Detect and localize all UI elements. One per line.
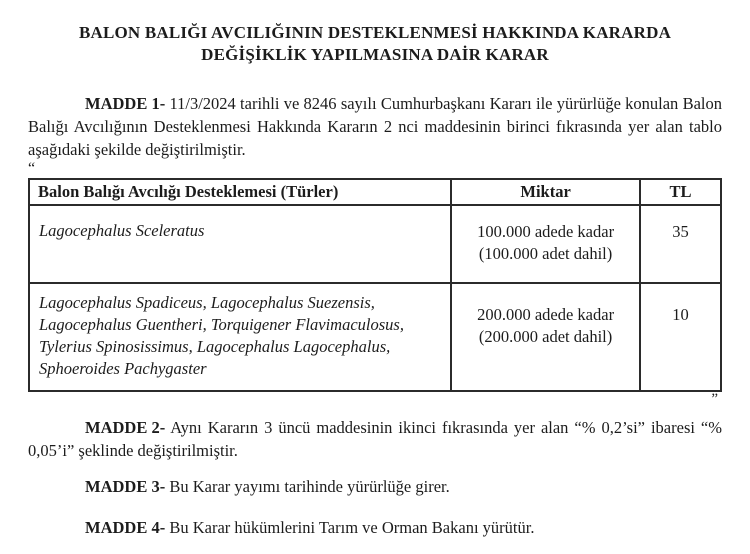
header-tl: TL	[640, 179, 721, 205]
support-table	[28, 178, 722, 392]
table-row	[29, 283, 721, 391]
title-line-1: BALON BALIĞI AVCILIĞININ DESTEKLENMESİ HAKKINDA KARARDA	[78, 23, 672, 42]
amount-cell	[451, 205, 640, 283]
article-2-label: MADDE 2-	[85, 418, 166, 437]
article-madde-4	[28, 516, 722, 539]
article-madde-2	[28, 416, 722, 462]
table-row	[29, 205, 721, 283]
table-close-quote: ”	[711, 391, 718, 407]
species-cell: Lagocephalus Spadiceus, Lagocephalus Suezensis, Lagocephalus Guentheri, Torquigener Flavimaculosus, Tylerius Spinosissimus, Lagocephalus Lagocephalus, Sphoeroides Pachygaster	[29, 283, 451, 391]
header-amount: Miktar	[451, 179, 640, 205]
amount-line-2: (200.000 adet dahil)	[478, 327, 613, 346]
article-2-text: Aynı Kararın 3 üncü maddesinin ikinci fıkrasında yer alan “% 0,2’si” ibaresi “% 0,05’i” şeklinde değiştirilmiştir.	[28, 418, 722, 460]
amount-line-2: (100.000 adet dahil)	[478, 244, 613, 263]
document-title	[28, 22, 722, 66]
amount-line-1: 100.000 adede kadar	[477, 222, 615, 241]
article-1-text: 11/3/2024 tarihli ve 8246 sayılı Cumhurbaşkanı Kararı ile yürürlüğe konulan Balon Balığı Avcılığının Desteklenmesi Hakkında Kararın 2 nci maddesinin birinci fıkrasında yer alan tablo aşağıdaki şekilde değiştirilmiştir.	[28, 94, 722, 159]
title-line-2: DEĞİŞİKLİK YAPILMASINA DAİR KARAR	[201, 45, 549, 64]
tl-cell: 35	[640, 205, 721, 283]
amount-line-1: 200.000 adede kadar	[477, 305, 615, 324]
species-cell: Lagocephalus Sceleratus	[29, 205, 451, 283]
amount-cell	[451, 283, 640, 391]
article-1-label: MADDE 1-	[85, 94, 166, 113]
tl-cell: 10	[640, 283, 721, 391]
table-header-row	[29, 179, 721, 205]
article-3-label: MADDE 3-	[85, 477, 166, 496]
article-madde-3	[28, 475, 722, 498]
header-species: Balon Balığı Avcılığı Desteklemesi (Türler)	[29, 179, 451, 205]
article-3-text: Bu Karar yayımı tarihinde yürürlüğe girer.	[165, 477, 450, 496]
table-open-quote: “	[28, 160, 36, 177]
article-madde-1	[28, 92, 722, 161]
article-4-label: MADDE 4-	[85, 518, 166, 537]
article-4-text: Bu Karar hükümlerini Tarım ve Orman Bakanı yürütür.	[165, 518, 535, 537]
